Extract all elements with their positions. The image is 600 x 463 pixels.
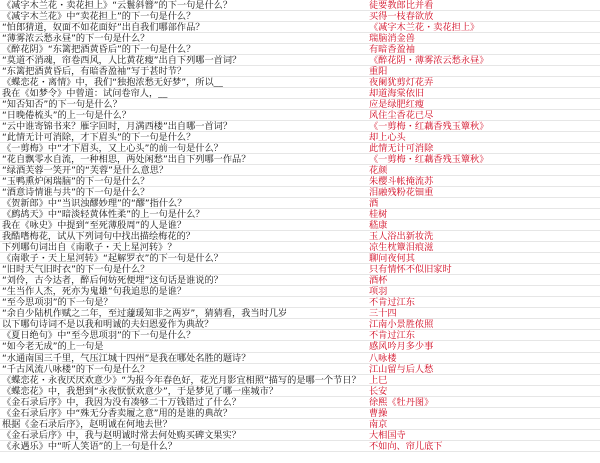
answer-cell: 凉生枕簟泪痕滋 (369, 242, 434, 253)
question-cell: 《醉花阴》“东篱把酒黄昏后”的下一句是什么？ (2, 44, 196, 55)
question-cell: “刘伶，古今达者，醉后何妨死便埋”这句话是谁说的？ (2, 275, 223, 286)
qa-row (0, 375, 600, 386)
qa-row (0, 165, 600, 176)
question-cell: 我在《咏史》中提到“至死薄殷周”的人是谁？ (2, 220, 187, 231)
answer-cell: 酒 (369, 198, 379, 209)
question-cell: “玉鸭熏炉闲瑞脑”的下一句是什么？ (2, 176, 150, 187)
qa-row (0, 441, 600, 452)
qa-row (0, 22, 600, 33)
question-cell: “生当作人杰，死亦为鬼雄”句我追思的是谁？ (2, 286, 187, 297)
question-cell: “莫道不消魂，帘卷西风，人比黄花瘦”出自下列哪一首词？ (2, 55, 242, 66)
question-cell: 《蝶恋花・离情》中，我们“独抱浓愁无好梦”，所以__ (2, 77, 223, 88)
qa-row (0, 330, 600, 341)
qa-row (0, 176, 600, 187)
answer-cell: 只有情怀不似旧家时 (369, 264, 452, 275)
answer-cell: 曹操 (369, 407, 388, 418)
question-cell: 《蝶恋花・永夜厌厌欢意少》“为报今年春色好，花光月影宜相照”描写的是哪一个节日？ (2, 374, 361, 385)
answer-cell: 夜阑犹剪灯花弄 (369, 77, 434, 88)
question-cell: 《一剪梅》中“才下眉头，又上心头”的前一句是什么？ (2, 143, 223, 154)
qa-row (0, 253, 600, 264)
answer-cell: 酒杯 (369, 275, 388, 286)
answer-cell: 上巳 (369, 374, 388, 385)
qa-row (0, 55, 600, 66)
qa-row (0, 0, 600, 11)
answer-cell: 徐熙《牡丹图》 (369, 396, 434, 407)
answer-cell: 长安 (369, 385, 388, 396)
answer-cell: 三十四 (369, 308, 397, 319)
qa-row (0, 341, 600, 352)
question-cell: “如今老无成”的上一句是 (2, 341, 104, 352)
qa-row (0, 66, 600, 77)
answer-cell: 江山留与后人愁 (369, 363, 434, 374)
qa-row (0, 242, 600, 253)
question-cell: 《贺新郎》中“当识浊醪妙理”的“醪”指什么？ (2, 198, 187, 209)
answer-cell: 大相国寺 (369, 429, 406, 440)
answer-cell: 江南小景胜侬照 (369, 319, 434, 330)
qa-row (0, 308, 600, 319)
question-cell: “绿酒芙蓉一笑开”的“芙蓉”是什么意思？ (2, 165, 169, 176)
answer-cell: 泪融残粉花钿重 (369, 187, 434, 198)
qa-row (0, 11, 600, 22)
question-cell: “薄雾浓云愁永昼”的下一句是什么？ (2, 33, 150, 44)
answer-cell: 应是绿肥红瘦 (369, 99, 425, 110)
question-cell: 我酷嗜梅花，试从下列词句中找出描绘梅花的？ (2, 231, 195, 242)
qa-row (0, 297, 600, 308)
question-cell: “云中谁寄锦书来？雁字回时，月满西楼”出自哪一首词？ (2, 121, 233, 132)
question-cell: “东篱把酒黄昏后，有暗香盈袖”写于甚时节？ (2, 66, 187, 77)
answer-cell: 风住尘香花已尽 (369, 110, 434, 121)
qa-row (0, 121, 600, 132)
question-cell: 《永遇乐》中“听人笑语”的上一句是什么？ (2, 440, 177, 451)
answer-cell: 花颜 (369, 165, 388, 176)
question-cell: “花自飘零水自流，一种相思，两处闲愁”出自下列哪一作品？ (2, 154, 251, 165)
qa-row (0, 419, 600, 430)
question-cell: 《夏日绝句》中“至今思项羽”的下一句是什么？ (2, 330, 196, 341)
question-cell: 根据《金石录后序》，赵明诚在何地去世？ (2, 418, 172, 429)
answer-cell: 嵇康 (369, 220, 388, 231)
qa-row (0, 110, 600, 121)
answer-cell: 不如向、帘儿底下 (369, 440, 443, 451)
answer-cell: 《一剪梅・红藕香残玉簟秋》 (369, 121, 489, 132)
question-cell: 《金石录后序》中，我因为没有凑够二十万钱错过了什么？ (2, 396, 241, 407)
qa-row (0, 198, 600, 209)
answer-cell: 感风吟月多少事 (369, 341, 434, 352)
answer-cell: 却道海棠依旧 (369, 88, 425, 99)
qa-row (0, 187, 600, 198)
answer-cell: 买得一枝春欲放 (369, 11, 434, 22)
qa-row (0, 33, 600, 44)
question-cell: “水通南国三千里，气压江城十四州”是我在哪处名胜的题诗？ (2, 352, 251, 363)
qa-row (0, 209, 600, 220)
question-cell: “日晚倦梳头”的上一句是什么？ (2, 110, 131, 121)
question-cell: “怕郎猜道，奴面不如花面好”出自我们哪部作品？ (2, 22, 205, 33)
answer-cell: 此情无计可消除 (369, 143, 434, 154)
answer-cell: 重阳 (369, 66, 388, 77)
question-cell: “旧时天气旧时衣”的下一句是什么？ (2, 264, 150, 275)
answer-cell: 不肯过江东 (369, 330, 415, 341)
qa-row (0, 264, 600, 275)
question-cell: 我在《如梦令》中曾道：试问卷帘人，__ (2, 88, 168, 99)
question-cell: 下列哪句词出自《南歌子・天上星河转》？ (2, 242, 177, 253)
question-cell: 《金石录后序》中，我与赵明诚时常去何处购买碑文果实？ (2, 429, 241, 440)
qa-row (0, 77, 600, 88)
answer-cell: 八咏楼 (369, 352, 397, 363)
answer-cell: 瑞脑消金兽 (369, 33, 415, 44)
answer-cell: 玉人浴出新妆洗 (369, 231, 434, 242)
answer-cell: 却上心头 (369, 132, 406, 143)
question-cell: 《减字木兰花・卖花担上》“云鬟斜簪”的下一句是什么？ (2, 0, 233, 11)
question-cell: 以下哪句诗词不是以我和明诚的夫妇恩爱作为典故？ (2, 319, 214, 330)
qa-row (0, 353, 600, 364)
answer-cell: 项羽 (369, 286, 388, 297)
qa-row (0, 143, 600, 154)
answer-cell: 《减字木兰花・卖花担上》 (369, 22, 480, 33)
qa-row (0, 44, 600, 55)
qa-row (0, 88, 600, 99)
question-cell: “千古风流八咏楼”的下一句是什么？ (2, 363, 150, 374)
qa-row (0, 132, 600, 143)
qa-row (0, 386, 600, 397)
answer-cell: 有暗香盈袖 (369, 44, 415, 55)
answer-cell: 徒要教郎比并看 (369, 0, 434, 11)
qa-row (0, 397, 600, 408)
answer-cell: 聊问夜何其 (369, 253, 415, 264)
answer-cell: 《一剪梅・红藕香残玉簟秋》 (369, 154, 489, 165)
question-cell: “至今思项羽”的下一句是？ (2, 297, 113, 308)
qa-row (0, 220, 600, 231)
answer-cell: 不肯过江东 (369, 297, 415, 308)
question-cell: “酒意诗情谁与共”的下一句是什么？ (2, 187, 150, 198)
qa-row (0, 286, 600, 297)
question-cell: 《蝶恋花》中，我想到“永夜恹恹欢意少”，于是梦见了哪一座城市？ (2, 385, 278, 396)
question-cell: 《南歌子・天上星河转》“起解罗衣”的下一句是什么？ (2, 253, 223, 264)
qa-row (0, 364, 600, 375)
question-cell: “余自少陆机作赋之二年，至过蘧瑗知非之两岁”，猜猜看，我当时几岁 (2, 308, 288, 319)
question-cell: “此情无计可消除，才下眉头”的下一句是什么？ (2, 132, 196, 143)
question-cell: “知否知否”的下一句是什么？ (2, 99, 122, 110)
question-cell: 《减字木兰花》中“卖花担上”的下一句是什么？ (2, 11, 196, 22)
answer-cell: 桂树 (369, 209, 388, 220)
answer-cell: 《醉花阴・薄雾浓云愁永昼》 (369, 55, 489, 66)
qa-row (0, 154, 600, 165)
answer-cell: 南京 (369, 418, 388, 429)
qa-row (0, 430, 600, 441)
qa-row (0, 99, 600, 110)
answer-cell: 朱樱斗帐掩流苏 (369, 176, 434, 187)
qa-row (0, 319, 600, 330)
qa-row (0, 408, 600, 419)
qa-row (0, 275, 600, 286)
qa-row (0, 231, 600, 242)
question-cell: 《金石录后序》中“殊无分香卖履之意”用的是谁的典故？ (2, 407, 233, 418)
question-cell: 《鹧鸪天》中“暗淡轻黄体性柔”的上一句是什么？ (2, 209, 205, 220)
